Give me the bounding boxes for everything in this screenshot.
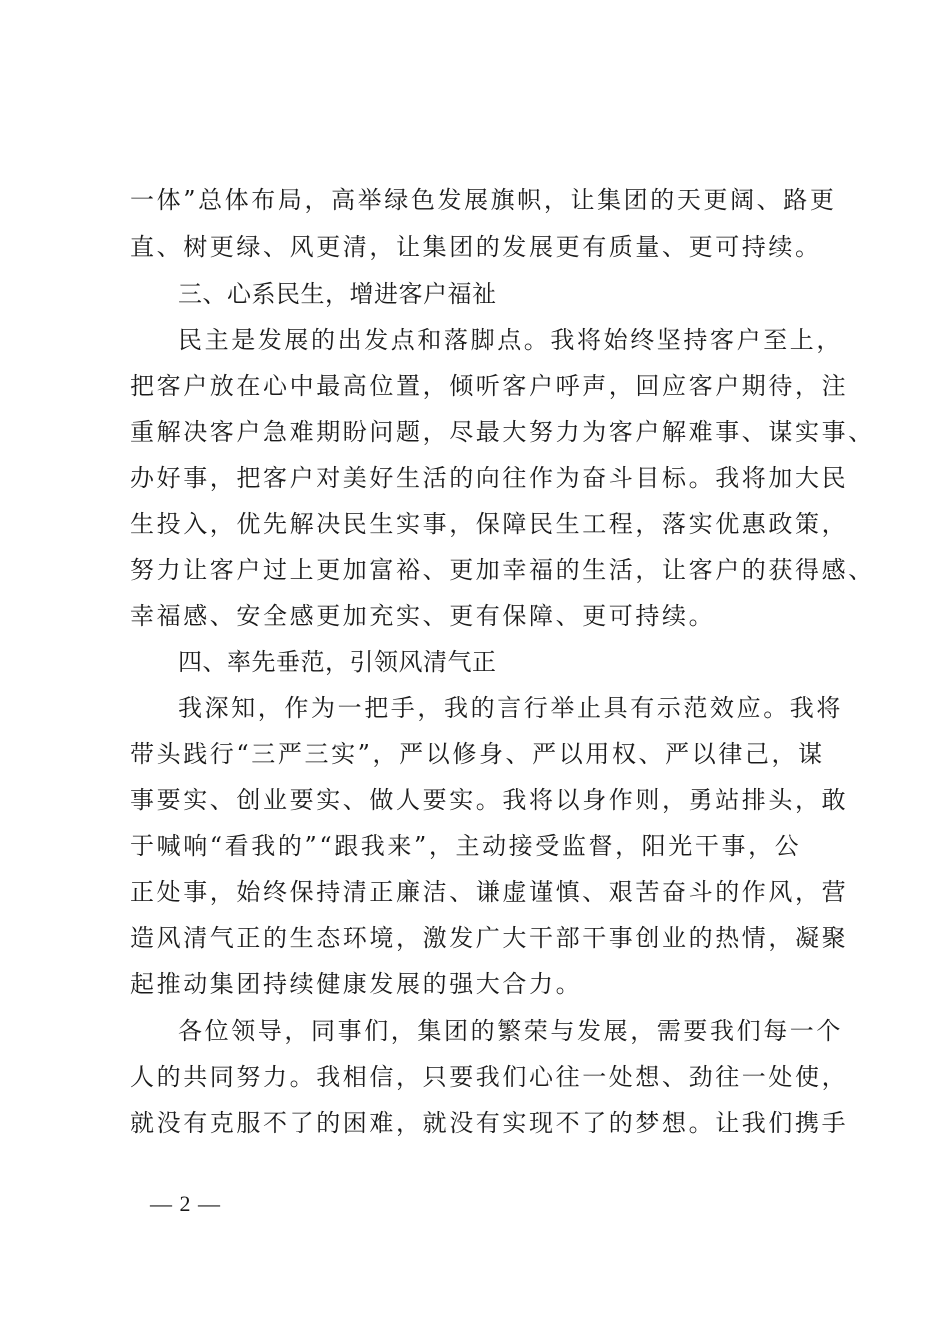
body-text-line: 重解决客户急难期盼问题，尽最大努力为客户解难事、谋实事、 bbox=[130, 418, 875, 446]
body-text-line: 正处事，始终保持清正廉洁、谦虚谨慎、艰苦奋斗的作风，营 bbox=[130, 878, 849, 906]
section-heading-3: 三、心系民生，增进客户福祉 bbox=[178, 280, 497, 308]
body-text-line: 办好事，把客户对美好生活的向往作为奋斗目标。我将加大民 bbox=[130, 464, 849, 492]
body-text-line: 就没有克服不了的困难，就没有实现不了的梦想。让我们携手 bbox=[130, 1109, 849, 1137]
body-text-line: 把客户放在心中最高位置，倾听客户呼声，回应客户期待，注 bbox=[130, 372, 849, 400]
page-number: — 2 — bbox=[150, 1191, 221, 1216]
paragraph-first-line: 我深知，作为一把手，我的言行举止具有示范效应。我将 bbox=[178, 694, 843, 722]
body-text-line: 人的共同努力。我相信，只要我们心往一处想、劲往一处使， bbox=[130, 1063, 849, 1091]
body-text-line: 起推动集团持续健康发展的强大合力。 bbox=[130, 970, 583, 998]
paragraph-first-line: 各位领导，同事们，集团的繁荣与发展，需要我们每一个 bbox=[178, 1017, 843, 1045]
body-text-line: 直、树更绿、风更清，让集团的发展更有质量、更可持续。 bbox=[130, 233, 822, 261]
paragraph-first-line: 民主是发展的出发点和落脚点。我将始终坚持客户至上， bbox=[178, 326, 843, 354]
body-text-line: 造风清气正的生态环境，激发广大干部干事创业的热情，凝聚 bbox=[130, 924, 849, 952]
section-heading-4: 四、率先垂范，引领风清气正 bbox=[178, 648, 497, 676]
body-text-line: 带头践行“三严三实”，严以修身、严以用权、严以律己，谋 bbox=[130, 740, 825, 768]
body-text-line: 一体”总体布局，高举绿色发展旗帜，让集团的天更阔、路更 bbox=[130, 186, 837, 214]
body-text-line: 生投入，优先解决民生实事，保障民生工程，落实优惠政策， bbox=[130, 510, 849, 538]
body-text-line: 幸福感、安全感更加充实、更有保障、更可持续。 bbox=[130, 602, 716, 630]
body-text-line: 努力让客户过上更加富裕、更加幸福的生活，让客户的获得感、 bbox=[130, 556, 875, 584]
body-text-line: 于喊响“看我的”“跟我来”，主动接受监督，阳光干事，公 bbox=[130, 832, 802, 860]
body-text-line: 事要实、创业要实、做人要实。我将以身作则，勇站排头，敢 bbox=[130, 786, 849, 814]
